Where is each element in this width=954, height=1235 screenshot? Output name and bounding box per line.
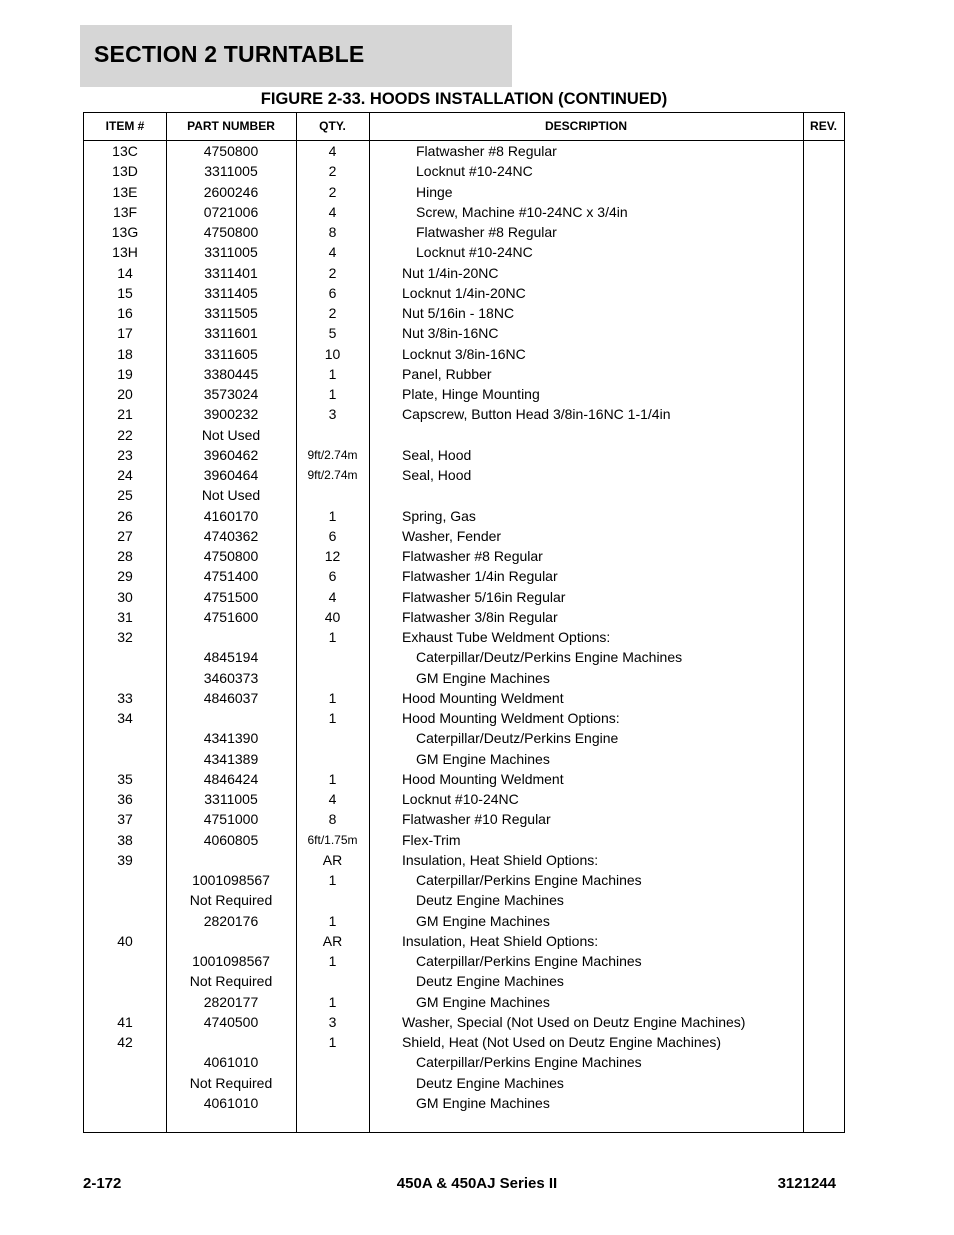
quantity: AR xyxy=(322,851,343,868)
table-row xyxy=(84,323,844,343)
table-row xyxy=(84,769,844,789)
description: Caterpillar/Perkins Engine Machines xyxy=(416,1054,642,1071)
quantity: 2 xyxy=(328,305,337,321)
item-number: 13C xyxy=(112,143,138,159)
quantity: 1 xyxy=(328,993,337,1010)
item-number: 23 xyxy=(117,446,133,463)
item-number: 35 xyxy=(117,770,133,787)
item-number: 13E xyxy=(112,183,138,200)
part-number: 4061010 xyxy=(203,1094,259,1111)
part-number: Not Required xyxy=(189,973,273,990)
model-name: 450A & 450AJ Series II xyxy=(396,1175,558,1192)
item-number: 20 xyxy=(117,386,133,402)
table-row xyxy=(84,1073,844,1093)
table-row xyxy=(84,445,844,465)
item-number: 41 xyxy=(117,1013,133,1030)
table-row xyxy=(84,364,844,384)
table-row xyxy=(84,1032,844,1052)
table-row xyxy=(84,404,844,424)
description: Caterpillar/Deutz/Perkins Engine Machines xyxy=(416,649,683,666)
description: Insulation, Heat Shield Options: xyxy=(402,851,599,868)
description: GM Engine Machines xyxy=(416,912,550,929)
quantity: 1 xyxy=(328,507,337,524)
description: Caterpillar/Perkins Engine Machines xyxy=(416,953,642,969)
part-number: Not Used xyxy=(201,426,261,443)
part-number: 2820177 xyxy=(203,993,259,1010)
table-row xyxy=(84,506,844,526)
table-row xyxy=(84,668,844,688)
item-number: 33 xyxy=(117,689,133,706)
description: Hinge xyxy=(416,183,453,200)
part-number: Not Required xyxy=(189,1074,273,1091)
doc-number: 3121244 xyxy=(777,1175,836,1192)
table-row xyxy=(84,607,844,627)
part-number: 3960464 xyxy=(203,467,259,483)
table-row xyxy=(84,141,844,161)
header-part-number: PART NUMBER xyxy=(187,119,275,133)
item-number: 19 xyxy=(117,365,133,382)
table-row xyxy=(84,566,844,586)
quantity: 8 xyxy=(328,224,337,240)
part-number: 4751000 xyxy=(203,811,259,828)
description: Hood Mounting Weldment Options: xyxy=(402,710,620,726)
description: Panel, Rubber xyxy=(402,365,492,382)
description: Flatwasher #10 Regular xyxy=(402,811,551,828)
description: GM Engine Machines xyxy=(416,1094,550,1111)
table-row xyxy=(84,1012,844,1032)
table-row xyxy=(84,425,844,445)
part-number: Not Required xyxy=(189,892,273,909)
table-row xyxy=(84,546,844,566)
quantity: 1 xyxy=(328,872,337,888)
quantity: 1 xyxy=(328,710,337,726)
description: Seal, Hood xyxy=(402,446,472,463)
table-row xyxy=(84,1093,844,1113)
description: Deutz Engine Machines xyxy=(416,1074,564,1091)
description: Flatwasher #8 Regular xyxy=(416,143,557,159)
description: Nut 5/16in - 18NC xyxy=(402,305,515,321)
table-row xyxy=(84,728,844,748)
part-number: 1001098567 xyxy=(192,953,270,969)
item-number: 25 xyxy=(117,487,133,504)
table-row xyxy=(84,1052,844,1072)
quantity: 6 xyxy=(328,568,337,585)
item-number: 29 xyxy=(117,568,133,585)
table-row xyxy=(84,708,844,728)
quantity: 1 xyxy=(328,770,337,787)
item-number: 21 xyxy=(117,406,133,423)
table-row xyxy=(84,222,844,242)
quantity: 9ft/2.74m xyxy=(307,468,358,482)
item-number: 40 xyxy=(117,932,133,949)
part-number: 4846424 xyxy=(203,770,259,787)
table-row xyxy=(84,992,844,1012)
table-row xyxy=(84,263,844,283)
item-number: 13F xyxy=(112,203,138,220)
part-number: 4341389 xyxy=(203,750,259,767)
part-number: 1001098567 xyxy=(192,872,270,888)
table-row xyxy=(84,870,844,890)
table-row xyxy=(84,809,844,829)
item-number: 18 xyxy=(117,345,133,362)
parts-table xyxy=(83,112,845,1133)
item-number: 24 xyxy=(117,467,133,483)
part-number: 0721006 xyxy=(203,203,259,220)
quantity: 6 xyxy=(328,284,337,301)
description: Spring, Gas xyxy=(402,507,476,524)
item-number: 28 xyxy=(117,548,133,564)
item-number: 39 xyxy=(117,851,133,868)
part-number: 3311605 xyxy=(204,345,258,362)
description: Hood Mounting Weldment xyxy=(402,770,564,787)
quantity: 6ft/1.75m xyxy=(307,832,358,847)
quantity: 2 xyxy=(328,264,337,281)
part-number: 4846037 xyxy=(203,689,259,706)
description: Locknut 1/4in-20NC xyxy=(402,284,526,301)
part-number: Not Used xyxy=(201,487,261,504)
description: Flatwasher 5/16in Regular xyxy=(402,588,566,605)
item-number: 32 xyxy=(117,629,133,645)
table-row xyxy=(84,182,844,202)
part-number: 3960462 xyxy=(203,446,259,463)
description: Nut 3/8in-16NC xyxy=(402,325,499,342)
table-row xyxy=(84,465,844,485)
table-row xyxy=(84,850,844,870)
part-number: 3460373 xyxy=(203,669,259,686)
table-row xyxy=(84,971,844,991)
table-row xyxy=(84,749,844,769)
quantity: 1 xyxy=(328,386,337,402)
description: Locknut 3/8in-16NC xyxy=(402,345,526,362)
table-row xyxy=(84,384,844,404)
item-number: 36 xyxy=(117,791,133,807)
item-number: 14 xyxy=(117,264,133,281)
part-number: 4341390 xyxy=(203,730,259,747)
description: Hood Mounting Weldment xyxy=(402,689,564,706)
item-number: 26 xyxy=(117,507,133,524)
quantity: 4 xyxy=(328,244,337,261)
quantity: 1 xyxy=(328,365,337,382)
description: Locknut #10-24NC xyxy=(402,791,519,807)
part-number: 4160170 xyxy=(203,507,259,524)
quantity: 3 xyxy=(328,406,337,423)
part-number: 4751600 xyxy=(203,608,259,625)
quantity: 1 xyxy=(328,689,337,706)
part-number: 4845194 xyxy=(203,649,259,666)
part-number: 4750800 xyxy=(203,224,259,240)
description: Flatwasher 3/8in Regular xyxy=(402,608,558,625)
quantity: 9ft/2.74m xyxy=(307,447,358,462)
description: Plate, Hinge Mounting xyxy=(402,386,540,402)
header-item: ITEM # xyxy=(105,119,145,133)
quantity: 1 xyxy=(328,912,337,929)
quantity: 3 xyxy=(328,1013,337,1030)
item-number: 13G xyxy=(111,224,139,240)
description: GM Engine Machines xyxy=(416,750,550,767)
description: Flatwasher 1/4in Regular xyxy=(402,568,558,585)
description: Washer, Special (Not Used on Deutz Engine Machines) xyxy=(402,1013,746,1030)
description: Flex-Trim xyxy=(402,831,461,848)
part-number: 4750800 xyxy=(203,548,259,564)
description: Locknut #10-24NC xyxy=(416,163,533,180)
part-number: 3311005 xyxy=(204,244,258,261)
quantity: 5 xyxy=(328,325,337,342)
page-number: 2-172 xyxy=(83,1175,122,1192)
part-number: 4751400 xyxy=(203,568,259,585)
part-number: 3573024 xyxy=(203,386,259,402)
quantity: 10 xyxy=(324,345,341,362)
quantity: 4 xyxy=(328,791,337,807)
description: Washer, Fender xyxy=(402,527,502,544)
item-number: 16 xyxy=(117,305,133,321)
part-number: 3311405 xyxy=(204,284,258,301)
description: Nut 1/4in-20NC xyxy=(402,264,499,281)
quantity: 1 xyxy=(328,629,337,645)
table-row xyxy=(84,688,844,708)
description: Locknut #10-24NC xyxy=(416,244,533,261)
description: Deutz Engine Machines xyxy=(416,973,564,990)
part-number: 3311505 xyxy=(204,305,258,321)
item-number: 22 xyxy=(117,426,133,443)
item-number: 38 xyxy=(117,831,133,848)
table-row xyxy=(84,526,844,546)
table-row xyxy=(84,242,844,262)
table-body xyxy=(84,141,844,1113)
header-qty: QTY. xyxy=(319,119,346,133)
part-number: 3380445 xyxy=(203,365,259,382)
table-row xyxy=(84,161,844,181)
table-row xyxy=(84,485,844,505)
table-row xyxy=(84,587,844,607)
table-row xyxy=(84,789,844,809)
section-header xyxy=(80,25,512,87)
part-number: 4061010 xyxy=(203,1054,259,1071)
description: Caterpillar/Perkins Engine Machines xyxy=(416,872,642,888)
description: Capscrew, Button Head 3/8in-16NC 1-1/4in xyxy=(402,406,671,423)
item-number: 27 xyxy=(117,527,133,544)
part-number: 4060805 xyxy=(203,831,259,848)
description: Caterpillar/Deutz/Perkins Engine xyxy=(416,730,619,747)
part-number: 3900232 xyxy=(203,406,259,423)
quantity: 4 xyxy=(328,588,337,605)
part-number: 3311401 xyxy=(204,264,258,281)
table-row xyxy=(84,830,844,850)
quantity: 4 xyxy=(328,203,337,220)
table-row xyxy=(84,283,844,303)
item-number: 13D xyxy=(112,163,138,180)
description: Flatwasher #8 Regular xyxy=(416,224,557,240)
quantity: 4 xyxy=(328,143,337,159)
table-row xyxy=(84,890,844,910)
part-number: 4740362 xyxy=(203,527,259,544)
item-number: 17 xyxy=(117,325,133,342)
header-rev: REV. xyxy=(810,119,837,133)
part-number: 2600246 xyxy=(203,183,259,200)
quantity: 2 xyxy=(328,163,337,180)
item-number: 31 xyxy=(117,608,133,625)
item-number: 15 xyxy=(117,284,133,301)
description: GM Engine Machines xyxy=(416,669,550,686)
part-number: 3311005 xyxy=(204,791,258,807)
item-number: 30 xyxy=(117,588,133,605)
table-row xyxy=(84,627,844,647)
table-row xyxy=(84,344,844,364)
table-row xyxy=(84,931,844,951)
part-number: 2820176 xyxy=(203,912,259,929)
description: Shield, Heat (Not Used on Deutz Engine Machines) xyxy=(402,1034,722,1050)
description: GM Engine Machines xyxy=(416,993,550,1010)
description: Deutz Engine Machines xyxy=(416,892,564,909)
part-number: 4751500 xyxy=(203,588,259,605)
quantity: 1 xyxy=(328,1034,337,1050)
description: Exhaust Tube Weldment Options: xyxy=(402,629,611,645)
description: Flatwasher #8 Regular xyxy=(402,548,543,564)
quantity: 1 xyxy=(328,953,337,969)
table-row xyxy=(84,647,844,667)
item-number: 34 xyxy=(117,710,133,726)
item-number: 13H xyxy=(112,244,138,261)
table-row xyxy=(84,951,844,971)
quantity: AR xyxy=(322,932,343,949)
quantity: 2 xyxy=(328,183,337,200)
part-number: 4750800 xyxy=(203,143,259,159)
table-row xyxy=(84,202,844,222)
part-number: 4740500 xyxy=(203,1013,259,1030)
quantity: 12 xyxy=(324,548,341,564)
description: Insulation, Heat Shield Options: xyxy=(402,932,599,949)
table-row xyxy=(84,303,844,323)
figure-title: FIGURE 2-33. HOODS INSTALLATION (CONTINUED) xyxy=(260,90,668,108)
item-number: 37 xyxy=(117,811,133,828)
part-number: 3311601 xyxy=(204,325,258,342)
quantity: 8 xyxy=(328,811,337,828)
description: Seal, Hood xyxy=(402,467,472,483)
quantity: 6 xyxy=(328,527,337,544)
item-number: 42 xyxy=(117,1034,133,1050)
section-title: SECTION 2 TURNTABLE xyxy=(94,41,365,67)
description: Screw, Machine #10-24NC x 3/4in xyxy=(416,203,628,220)
table-row xyxy=(84,911,844,931)
part-number: 3311005 xyxy=(204,163,258,180)
quantity: 40 xyxy=(324,608,341,625)
header-description: DESCRIPTION xyxy=(544,119,627,133)
